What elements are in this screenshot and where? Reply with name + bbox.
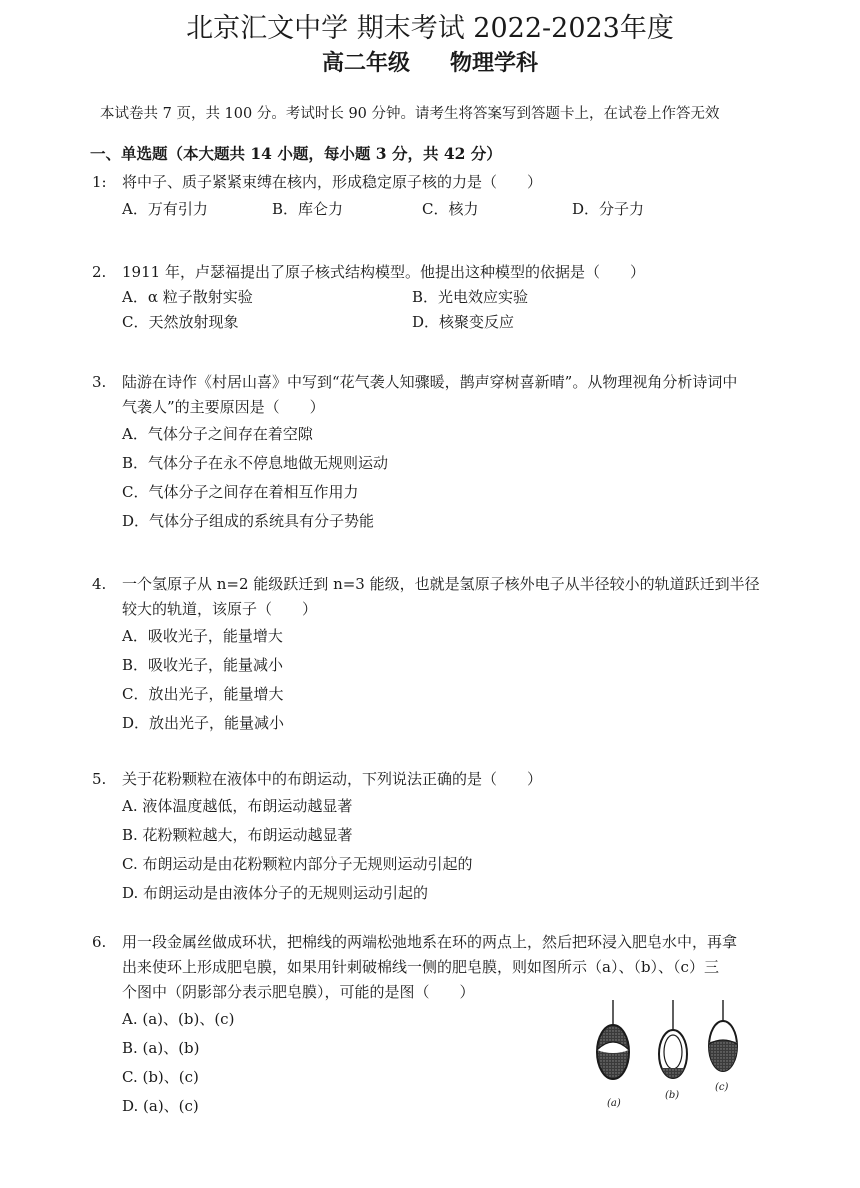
figure-c-ring: [705, 1000, 741, 1080]
question-2: [92, 260, 822, 335]
exam-title: 北京汇文中学 期末考试 2022-2023年度: [186, 13, 674, 44]
option-a: A．万有引力: [122, 200, 208, 218]
option-a: A．α 粒子散射实验: [122, 288, 253, 306]
question-number: 6.: [92, 933, 107, 951]
option-c: C．放出光子，能量增大: [122, 685, 284, 703]
option-b: B．库仑力: [272, 200, 344, 218]
question-number: 5.: [92, 770, 107, 788]
option-b: B. (a)、(b): [122, 1039, 200, 1057]
option-b: B. 花粉颗粒越大，布朗运动越显著: [122, 826, 353, 844]
question-stem-continued: 个图中（阴影部分表示肥皂膜），可能的是图（ ）: [122, 983, 475, 1001]
option-b: B．吸收光子，能量减小: [122, 656, 284, 674]
figure-b-ring: [657, 1000, 691, 1082]
option-d: D. (a)、(c): [122, 1097, 199, 1115]
option-list: [92, 792, 822, 908]
figure-label-b: (b): [665, 1090, 680, 1101]
question-stem: 用一段金属丝做成环状，把棉线的两端松弛地系在环的两点上，然后把环浸入肥皂水中，再拿: [122, 933, 738, 951]
grade-label: 高二年级: [321, 50, 410, 76]
question-4: [92, 572, 822, 738]
section-title: 一、单选题（本大题共 14 小题，每小题 3 分，共 42 分）: [90, 144, 502, 163]
figure-label-c: (c): [715, 1082, 729, 1093]
option-d: D．放出光子，能量减小: [122, 714, 285, 732]
option-c: C．核力: [422, 200, 479, 218]
option-c: C．天然放射现象: [122, 313, 239, 331]
option-c: C. (b)、(c): [122, 1068, 199, 1086]
question-stem-continued: 较大的轨道，该原子（ ）: [122, 600, 318, 618]
question-number: 2.: [92, 263, 107, 281]
question-number: 4.: [92, 575, 107, 593]
subject-label: 物理学科: [450, 50, 539, 76]
option-list: [92, 195, 822, 224]
option-a: A. (a)、(b)、(c): [122, 1010, 235, 1028]
question-3: [92, 370, 822, 536]
option-b: B．气体分子在永不停息地做无规则运动: [122, 454, 389, 472]
question-5: [92, 767, 822, 908]
option-a: A．气体分子之间存在着空隙: [122, 425, 313, 443]
figure-a-ring: [597, 1000, 629, 1079]
option-a: A. 液体温度越低，布朗运动越显著: [122, 797, 353, 815]
question-stem: 一个氢原子从 n=2 能级跃迁到 n=3 能级，也就是氢原子核外电子从半径较小的轨道跃迁到半径: [122, 575, 760, 593]
option-c: C．气体分子之间存在着相互作用力: [122, 483, 359, 501]
question-stem: 将中子、质子紧紧束缚在核内，形成稳定原子核的力是（ ）: [122, 173, 543, 191]
question-number: 1:: [92, 173, 107, 191]
exam-instruction: 本试卷共 7 页，共 100 分。考试时长 90 分钟。请考生将答案写到答题卡上，在试卷上作答无效: [100, 106, 720, 122]
figure-label-a: (a): [607, 1098, 621, 1109]
option-b: B．光电效应实验: [412, 288, 529, 306]
question-number: 3.: [92, 373, 107, 391]
soap-film-figure: [585, 1000, 755, 1110]
option-a: A．吸收光子，能量增大: [122, 627, 283, 645]
question-stem: 关于花粉颗粒在液体中的布朗运动，下列说法正确的是（ ）: [122, 770, 543, 788]
question-stem: 陆游在诗作《村居山喜》中写到“花气袭人知骤暖，鹊声穿树喜新晴”。从物理视角分析诗词中: [122, 373, 738, 391]
question-stem-continued: 气袭人”的主要原因是（ ）: [122, 398, 325, 416]
option-d: D．气体分子组成的系统具有分子势能: [122, 512, 375, 530]
option-d: D．分子力: [572, 200, 645, 218]
question-stem-continued: 出来使环上形成肥皂膜，如果用针刺破棉线一侧的肥皂膜，则如图所示（a）、（b）、（c）三: [122, 958, 719, 976]
option-list: [92, 420, 822, 536]
question-1: [92, 170, 822, 224]
option-list: [92, 622, 822, 738]
option-d: D. 布朗运动是由液体分子的无规则运动引起的: [122, 884, 429, 902]
exam-subtitle: [0, 46, 860, 77]
question-stem: 1911 年，卢瑟福提出了原子核式结构模型。他提出这种模型的依据是（ ）: [122, 263, 645, 281]
option-d: D．核聚变反应: [412, 313, 515, 331]
option-c: C. 布朗运动是由花粉颗粒内部分子无规则运动引起的: [122, 855, 473, 873]
